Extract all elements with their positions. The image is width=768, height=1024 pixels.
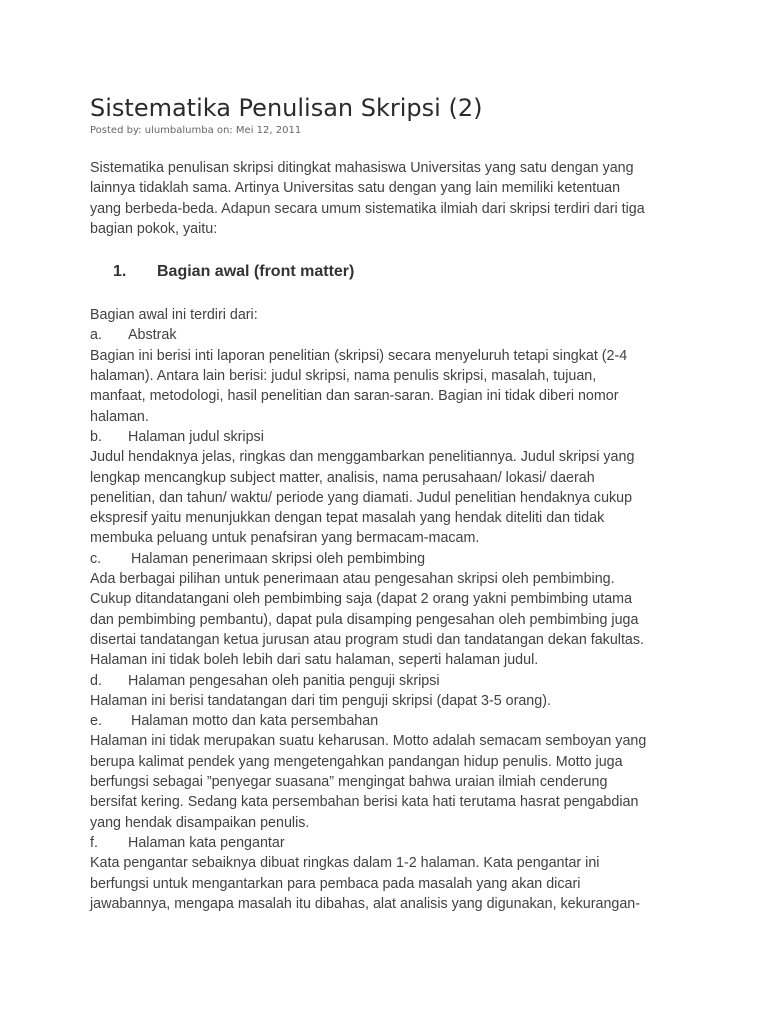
- intro-line: lainnya tidaklah sama. Artinya Universitas satu dengan yang lain memiliki ketentuan: [90, 180, 621, 197]
- section-heading: [90, 260, 680, 284]
- author-name: ulumbalumba: [144, 125, 214, 136]
- item-text-line: Ada berbagai pilihan untuk penerimaan atau pengesahan skripsi oleh pembimbing.: [90, 571, 615, 588]
- item-text-line: membuka peluang untuk penafsiran yang bermacam-macam.: [90, 530, 480, 547]
- item-text-line: lengkap mencangkup subject matter, analisis, nama perusahaan/ lokasi/ daerah: [90, 469, 595, 486]
- item-text-line: yang hendak disampaikan penulis.: [90, 814, 310, 831]
- item-text-line: disertai tandatangan ketua jurusan atau program studi dan tandatangan dekan fakultas.: [90, 631, 644, 648]
- item-label: Halaman penerimaan skripsi oleh pembimbing: [131, 550, 426, 567]
- item-letter: d.: [90, 672, 102, 689]
- item-text-line: Cukup ditandatangani oleh pembimbing saja (dapat 2 orang yakni pembimbing utama: [90, 591, 633, 608]
- posted-on-label: on:: [216, 125, 233, 136]
- item-text-line: halaman.: [90, 408, 149, 425]
- item-text-line: Halaman ini tidak merupakan suatu keharusan. Motto adalah semacam semboyan yang: [90, 733, 647, 750]
- item-label: Halaman motto dan kata persembahan: [131, 713, 379, 730]
- item-letter: c.: [90, 550, 102, 567]
- item-heading-kata-pengantar: [90, 833, 680, 853]
- intro-line: Sistematika penulisan skripsi ditingkat mahasiswa Universitas yang satu dengan yang: [90, 160, 634, 176]
- post-date: Mei 12, 2011: [235, 125, 302, 136]
- item-text-line: jawabannya, mengapa masalah itu dibahas, alat analisis yang digunakan, kekurangan-: [90, 895, 641, 912]
- item-letter: a.: [90, 327, 102, 344]
- item-text-line: bersifat kering. Sedang kata persembahan berisi kata hati terutama hasrat pengabdian: [90, 794, 639, 811]
- item-text-line: Bagian ini berisi inti laporan penelitian (skripsi) secara menyeluruh tetapi singkat (2-4: [90, 347, 628, 364]
- item-label: Halaman kata pengantar: [128, 834, 285, 851]
- item-letter: e.: [90, 713, 102, 730]
- document-page: [90, 90, 680, 914]
- item-letter: f.: [90, 834, 98, 851]
- item-heading-penerimaan: [90, 549, 680, 569]
- item-heading-motto: [90, 711, 680, 731]
- item-text-line: Judul hendaknya jelas, ringkas dan menggambarkan penelitiannya. Judul skripsi yang: [90, 449, 635, 466]
- item-text-line: halaman). Antara lain berisi: judul skripsi, nama penulis skripsi, masalah, tujuan,: [90, 368, 597, 385]
- section-number: 1.: [113, 263, 127, 281]
- post-meta: [90, 124, 680, 138]
- item-heading-abstrak: [90, 325, 680, 345]
- item-label: Halaman judul skripsi: [128, 428, 264, 445]
- intro-paragraph: [90, 158, 680, 239]
- section-lead: Bagian awal ini terdiri dari:: [90, 307, 258, 324]
- intro-line: bagian pokok, yaitu:: [90, 220, 218, 237]
- item-letter: b.: [90, 428, 102, 445]
- section-content: [90, 305, 680, 914]
- item-text-line: Kata pengantar sebaiknya dibuat ringkas dalam 1-2 halaman. Kata pengantar ini: [90, 855, 600, 872]
- item-text-line: berupa kalimat pendek yang mengetengahkan pandangan hidup penulis. Motto juga: [90, 753, 623, 770]
- section-title: Bagian awal (front matter): [157, 263, 355, 281]
- item-text-line: ekspresif yaitu menunjukkan dengan tepat masalah yang hendak diteliti dan tidak: [90, 510, 605, 527]
- item-label: Abstrak: [128, 327, 177, 344]
- item-text-line: berfungsi untuk mengantarkan para pembaca pada masalah yang akan dicari: [90, 875, 581, 892]
- item-text-line: Halaman ini tidak boleh lebih dari satu halaman, seperti halaman judul.: [90, 652, 539, 669]
- item-text-line: manfaat, metodologi, hasil penelitian dan saran-saran. Bagian ini tidak diberi nomor: [90, 388, 619, 405]
- item-text-line: penelitian, dan tahun/ waktu/ periode yang diamati. Judul penelitian hendaknya cukup: [90, 489, 633, 506]
- item-heading-pengesahan: [90, 671, 680, 691]
- intro-line: yang berbeda-beda. Adapun secara umum sistematika ilmiah dari skripsi terdiri dari tiga: [90, 200, 645, 217]
- page-title: Sistematika Penulisan Skripsi (2): [90, 94, 483, 122]
- item-heading-halaman-judul: [90, 427, 680, 447]
- item-label: Halaman pengesahan oleh panitia penguji skripsi: [128, 672, 440, 689]
- item-text-line: Halaman ini berisi tandatangan dari tim penguji skripsi (dapat 3-5 orang).: [90, 692, 551, 709]
- item-text-line: dan pembimbing pembantu), dapat pula disamping pengesahan oleh pembimbing juga: [90, 611, 639, 628]
- item-text-line: berfungsi sebagai ”penyegar suasana” mengingat bahwa uraian ilmiah cenderung: [90, 774, 608, 791]
- posted-by-label: Posted by:: [90, 125, 142, 136]
